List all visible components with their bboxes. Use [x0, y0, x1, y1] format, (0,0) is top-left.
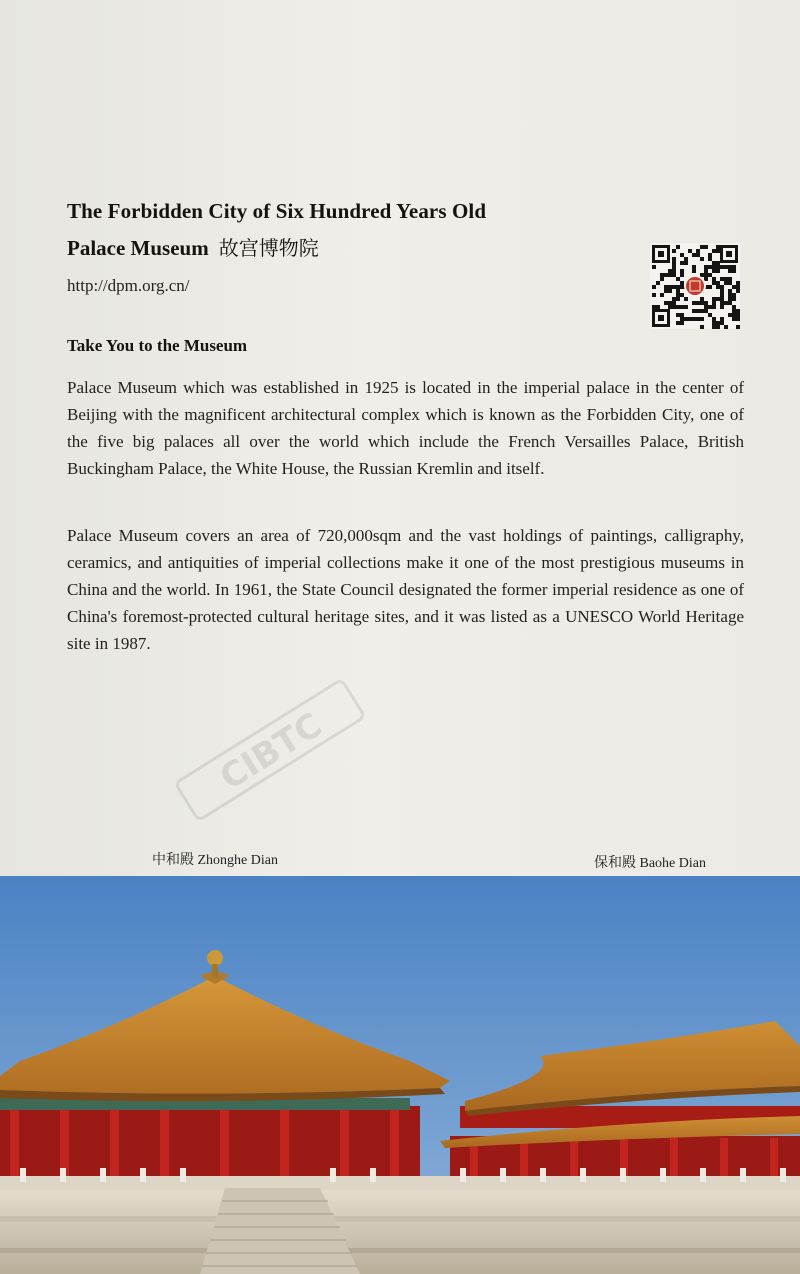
- qr-code-icon[interactable]: [650, 243, 740, 329]
- marble-terraces: [0, 1168, 800, 1274]
- subtitle-english: Palace Museum: [67, 236, 209, 260]
- section-heading: Take You to the Museum: [67, 336, 248, 355]
- paragraph-history: Palace Museum which was established in 1925 is located in the imperial palace in the center of Beijing with the magnificent architectural complex which is known as the Forbidden City, one of the five big palaces all over the world which include the French Versailles Palace, British Buckingham Palace, the White House, the Russian Kremlin and itself.: [67, 378, 744, 478]
- caption-right-english: Baohe Dian: [639, 856, 706, 871]
- page-title: The Forbidden City of Six Hundred Years Old: [67, 199, 487, 223]
- svg-text:CIBTC: CIBTC: [213, 705, 330, 799]
- palace-photo: [0, 876, 800, 1274]
- caption-left-chinese: 中和殿: [152, 852, 194, 868]
- caption-left-english: Zhonghe Dian: [197, 853, 278, 868]
- paragraph-collections: Palace Museum covers an area of 720,000sqm and the vast holdings of paintings, calligraphy, ceramics, and antiquities of imperial collections make it one of the most prestigious museums in China and the world. In 1961, the State Council designated the former imperial residence as one of China's foremost-protected cultural heritage sites, and it was listed as a UNESCO World Heritage site in 1987.: [67, 526, 744, 653]
- caption-right-chinese: 保和殿: [594, 855, 636, 871]
- red-seal-icon: [684, 275, 706, 297]
- subtitle-chinese: 故宫博物院: [218, 236, 319, 260]
- caption-baohe: [594, 852, 706, 872]
- museum-url[interactable]: http://dpm.org.cn/: [67, 276, 190, 295]
- page-subtitle: [67, 233, 319, 263]
- caption-zhonghe: [152, 849, 278, 869]
